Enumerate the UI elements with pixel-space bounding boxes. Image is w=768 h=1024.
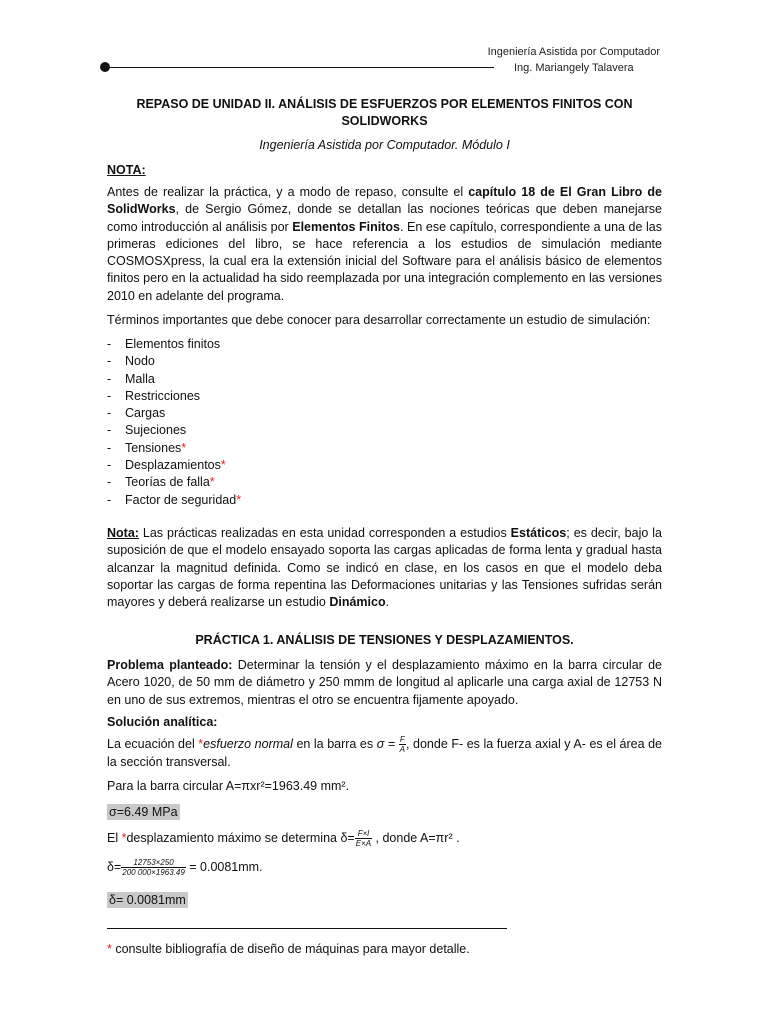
intro-text-1: Antes de realizar la práctica, y a modo de repaso, consulte el	[107, 185, 469, 199]
fraction-numerator: 12753×250	[121, 858, 186, 868]
footnote-star: *	[107, 942, 112, 956]
dash-marker: -	[107, 371, 112, 386]
dash-marker: -	[107, 337, 112, 351]
term-label: Sujeciones	[125, 423, 187, 438]
sigma-symbol: σ =	[376, 736, 399, 751]
header-author: Ing. Mariangely Talavera	[513, 62, 634, 74]
list-item	[107, 388, 241, 405]
footnote	[107, 942, 662, 956]
calc-fraction	[121, 858, 186, 877]
intro-paragraph	[107, 184, 662, 305]
fraction-denominator: A	[399, 745, 405, 754]
fraction-denominator: 200 000×1963.49	[122, 868, 185, 877]
displacement-calculation	[107, 858, 662, 877]
note-bold-dynamic: Dinámico	[329, 595, 386, 610]
document-subtitle: Ingeniería Asistida por Computador. Módulo I	[259, 138, 510, 152]
dash-marker: -	[107, 475, 112, 490]
list-item	[107, 474, 241, 491]
note-bold-static: Estáticos	[510, 526, 567, 540]
term-star: *	[220, 458, 226, 473]
term-label: Nodo	[125, 354, 155, 369]
intro-text-2: , de Sergio Gómez, donde se detallan las nociones teóricas que deben manejarse como introducción al análisis por	[107, 202, 662, 234]
footnote-rule	[107, 928, 507, 929]
term-label: Teorías de falla	[125, 475, 210, 490]
static-note-paragraph	[107, 525, 662, 611]
term-label: Elementos finitos	[125, 337, 221, 351]
list-item	[107, 371, 241, 388]
stress-fraction	[399, 735, 406, 754]
term-label: Cargas	[125, 406, 166, 421]
term-label: Malla	[125, 371, 155, 386]
area-paragraph: Para la barra circular A=πxr²=1963.49 mm².	[107, 779, 350, 793]
note-text-3: .	[385, 595, 390, 610]
term-star: *	[209, 475, 215, 490]
problem-text: Determinar la tensión y el desplazamiento máximo en la barra circular de Acero 1020, de 50 mm de diámetro y 250 mmm de longitud al aplicarle una carga axial de 12753 N en uno de sus extremos, mientras el otro se encuentra fijamente apoyado.	[107, 658, 662, 707]
list-item	[107, 336, 241, 353]
header-course: Ingeniería Asistida por Computador	[487, 46, 660, 58]
stress-italic: esfuerzo normal	[203, 736, 293, 751]
stress-equation-paragraph	[107, 735, 662, 771]
calc-rhs: = 0.0081mm.	[185, 859, 263, 874]
document-title: REPASO DE UNIDAD II. ANÁLISIS DE ESFUERZOS POR ELEMENTOS FINITOS CON SOLIDWORKS	[136, 97, 633, 128]
nota-heading: NOTA:	[107, 163, 146, 177]
dash-marker: -	[107, 406, 112, 421]
term-label: Desplazamientos	[125, 458, 221, 473]
problem-paragraph	[107, 657, 662, 709]
term-star: *	[181, 440, 187, 455]
sigma-result-line	[107, 805, 662, 819]
term-star: *	[236, 492, 242, 507]
note-text-2: ; es decir, bajo la suposición de que el modelo ensayado soporta las cargas aplicadas de forma lenta y gradual hasta alcanzar la magnitud definida. Como se indicó en clase, en los casos en que el modelo deba soportar las cargas de forma repentina las Deformaciones unitarias y las Tensiones sufridas serán mayores y deberá realizarse un estudio	[107, 526, 662, 610]
solution-heading: Solución analítica:	[107, 715, 218, 729]
disp-text-1: El	[107, 830, 122, 845]
list-item	[107, 353, 241, 370]
list-item	[107, 440, 241, 457]
term-label: Factor de seguridad	[125, 492, 237, 507]
list-item	[107, 492, 241, 509]
disp-text-2: desplazamiento máximo se determina δ=	[126, 830, 355, 845]
delta-result: δ= 0.0081mm	[109, 893, 186, 907]
list-item	[107, 422, 241, 439]
footnote-text: consulte bibliografía de diseño de máquinas para mayor detalle.	[111, 942, 470, 956]
header-rule	[104, 67, 494, 68]
list-item	[107, 457, 241, 474]
page-header	[488, 44, 660, 76]
dash-marker: -	[107, 354, 112, 369]
fraction-numerator: F	[399, 735, 405, 744]
calc-lhs: δ=	[107, 859, 122, 874]
note-lead: Nota:	[107, 526, 139, 540]
disp-star: *	[121, 830, 127, 845]
disp-text-3: , donde A=πr² .	[372, 830, 460, 845]
disp-fraction	[355, 829, 372, 848]
problem-lead: Problema planteado:	[107, 658, 233, 672]
list-item	[107, 405, 241, 422]
dash-marker: -	[107, 423, 112, 438]
terms-intro: Términos importantes que debe conocer para desarrollar correctamente un estudio de simulación:	[107, 313, 651, 327]
dash-marker: -	[107, 458, 112, 473]
dash-marker: -	[107, 492, 112, 507]
intro-bold-book: capítulo 18 de El Gran Libro de SolidWorks	[107, 185, 662, 217]
fraction-numerator: F×l	[355, 829, 372, 839]
intro-bold-fea: Elementos Finitos	[292, 219, 400, 234]
fraction-denominator: E×A	[355, 839, 372, 848]
terms-list	[107, 336, 241, 509]
term-label: Restricciones	[125, 388, 201, 403]
dash-marker: -	[107, 388, 112, 403]
sigma-result: σ=6.49 MPa	[109, 805, 178, 819]
stress-text-1: La ecuación del	[107, 736, 199, 751]
stress-text-2: en la barra es	[292, 736, 377, 751]
stress-star: *	[198, 736, 204, 751]
term-label: Tensiones	[125, 440, 182, 455]
dash-marker: -	[107, 440, 112, 455]
intro-text-3: . En ese capítulo, correspondiente a una de las primeras ediciones del libro, se hace referencia a los estudios de simulación mediante COSMOSXpress, la cual era la extensión inicial del Software para el análisis básico de elementos finitos pero en la actualidad ha sido reemplazada por una integración complemento en las versiones 2010 en adelante del programa.	[107, 219, 662, 303]
note-text-1: Las prácticas realizadas en esta unidad corresponden a estudios	[138, 526, 511, 540]
displacement-paragraph	[107, 829, 662, 848]
delta-result-line	[107, 893, 662, 907]
practice-title: PRÁCTICA 1. ANÁLISIS DE TENSIONES Y DESPLAZAMIENTOS.	[195, 633, 574, 647]
stress-text-3: , donde F- es la fuerza axial y A- es el área de la sección transversal.	[107, 736, 663, 769]
